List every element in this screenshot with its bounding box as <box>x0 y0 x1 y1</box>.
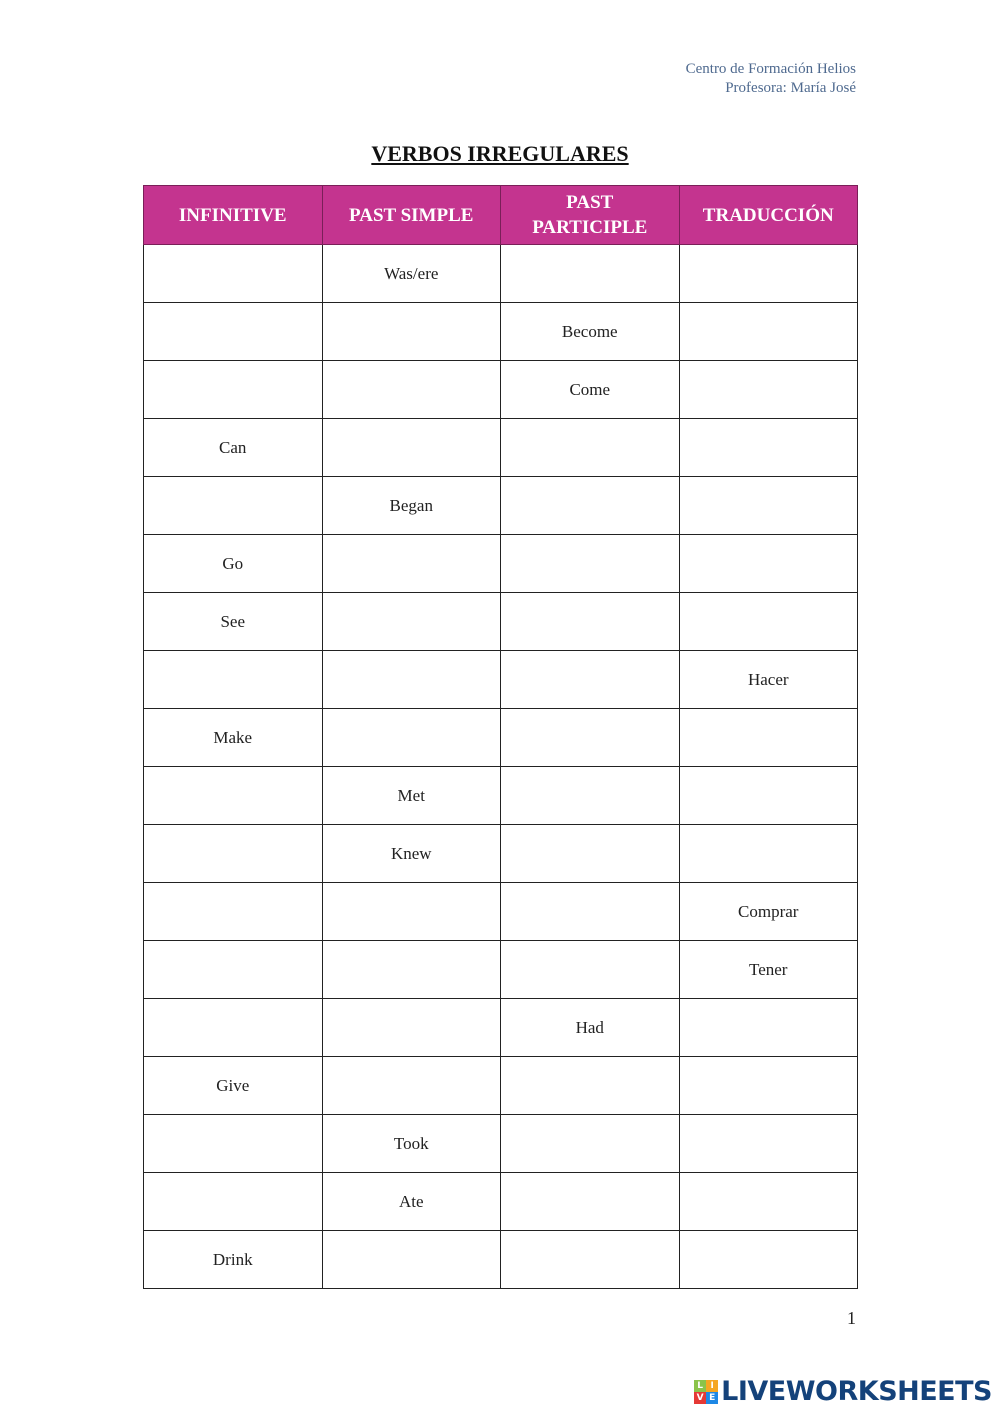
traduccion-cell: Tener <box>679 941 858 999</box>
infinitive-cell[interactable] <box>144 361 323 419</box>
table-row <box>144 1231 858 1289</box>
logo-square: E <box>706 1392 718 1404</box>
infinitive-cell[interactable] <box>144 767 323 825</box>
past-simple-cell: Met <box>322 767 501 825</box>
past-participle-cell: Had <box>501 999 680 1057</box>
past-simple-cell[interactable] <box>322 535 501 593</box>
past-participle-cell[interactable] <box>501 709 680 767</box>
traduccion-cell[interactable] <box>679 419 858 477</box>
traduccion-cell[interactable] <box>679 1173 858 1231</box>
past-simple-cell: Ate <box>322 1173 501 1231</box>
past-participle-cell[interactable] <box>501 1173 680 1231</box>
table-header-row <box>144 186 858 245</box>
table-row <box>144 999 858 1057</box>
past-participle-cell[interactable] <box>501 477 680 535</box>
table-row <box>144 477 858 535</box>
past-participle-cell[interactable] <box>501 535 680 593</box>
past-simple-cell[interactable] <box>322 651 501 709</box>
infinitive-cell[interactable] <box>144 883 323 941</box>
infinitive-cell: See <box>144 593 323 651</box>
traduccion-cell[interactable] <box>679 1057 858 1115</box>
past-simple-cell: Began <box>322 477 501 535</box>
past-simple-cell[interactable] <box>322 709 501 767</box>
infinitive-cell[interactable] <box>144 245 323 303</box>
past-participle-cell: Become <box>501 303 680 361</box>
traduccion-cell[interactable] <box>679 1115 858 1173</box>
column-header-traduccion: TRADUCCIÓN <box>679 186 858 245</box>
infinitive-cell[interactable] <box>144 1115 323 1173</box>
past-simple-cell[interactable] <box>322 883 501 941</box>
table-row <box>144 303 858 361</box>
traduccion-cell[interactable] <box>679 361 858 419</box>
table-row <box>144 709 858 767</box>
table-row <box>144 1173 858 1231</box>
traduccion-cell: Hacer <box>679 651 858 709</box>
infinitive-cell[interactable] <box>144 1173 323 1231</box>
traduccion-cell[interactable] <box>679 1231 858 1289</box>
past-participle-cell[interactable] <box>501 1115 680 1173</box>
table-row <box>144 767 858 825</box>
liveworksheets-watermark <box>694 1376 992 1407</box>
past-participle-cell[interactable] <box>501 1057 680 1115</box>
infinitive-cell[interactable] <box>144 825 323 883</box>
watermark-text: LIVEWORKSHEETS <box>721 1376 992 1407</box>
table-body <box>144 245 858 1289</box>
past-participle-cell[interactable] <box>501 1231 680 1289</box>
past-simple-cell: Was/ere <box>322 245 501 303</box>
table-row <box>144 593 858 651</box>
page-number: 1 <box>847 1308 856 1328</box>
table-row <box>144 245 858 303</box>
past-participle-cell[interactable] <box>501 825 680 883</box>
past-participle-cell: Come <box>501 361 680 419</box>
traduccion-cell[interactable] <box>679 245 858 303</box>
infinitive-cell: Drink <box>144 1231 323 1289</box>
logo-square: V <box>694 1392 706 1404</box>
traduccion-cell: Comprar <box>679 883 858 941</box>
infinitive-cell[interactable] <box>144 303 323 361</box>
past-simple-cell[interactable] <box>322 303 501 361</box>
past-simple-cell[interactable] <box>322 1057 501 1115</box>
past-simple-cell[interactable] <box>322 419 501 477</box>
infinitive-cell[interactable] <box>144 477 323 535</box>
infinitive-cell: Can <box>144 419 323 477</box>
table-row <box>144 1115 858 1173</box>
infinitive-cell[interactable] <box>144 941 323 999</box>
table-row <box>144 883 858 941</box>
past-simple-cell[interactable] <box>322 361 501 419</box>
column-header-past-simple: PAST SIMPLE <box>322 186 501 245</box>
past-participle-cell[interactable] <box>501 767 680 825</box>
past-participle-cell[interactable] <box>501 651 680 709</box>
past-simple-cell[interactable] <box>322 941 501 999</box>
past-simple-cell[interactable] <box>322 593 501 651</box>
column-header-past-participle: PAST PARTICIPLE <box>501 186 680 245</box>
past-participle-cell[interactable] <box>501 593 680 651</box>
verbs-table <box>143 185 858 1289</box>
traduccion-cell[interactable] <box>679 999 858 1057</box>
traduccion-cell[interactable] <box>679 767 858 825</box>
past-participle-cell[interactable] <box>501 941 680 999</box>
logo-square: I <box>706 1380 718 1392</box>
traduccion-cell[interactable] <box>679 303 858 361</box>
table-row <box>144 419 858 477</box>
past-simple-cell: Took <box>322 1115 501 1173</box>
table-row <box>144 535 858 593</box>
school-name: Centro de Formación Helios <box>685 61 856 77</box>
table-row <box>144 651 858 709</box>
infinitive-cell[interactable] <box>144 651 323 709</box>
past-participle-cell[interactable] <box>501 883 680 941</box>
past-simple-cell: Knew <box>322 825 501 883</box>
past-participle-cell[interactable] <box>501 245 680 303</box>
traduccion-cell[interactable] <box>679 477 858 535</box>
table-row <box>144 1057 858 1115</box>
traduccion-cell[interactable] <box>679 535 858 593</box>
past-participle-cell[interactable] <box>501 419 680 477</box>
infinitive-cell[interactable] <box>144 999 323 1057</box>
traduccion-cell[interactable] <box>679 825 858 883</box>
table-row <box>144 825 858 883</box>
past-simple-cell[interactable] <box>322 1231 501 1289</box>
table-row <box>144 361 858 419</box>
logo-square: L <box>694 1380 706 1392</box>
header-info <box>686 60 856 98</box>
infinitive-cell: Give <box>144 1057 323 1115</box>
past-simple-cell[interactable] <box>322 999 501 1057</box>
table-row <box>144 941 858 999</box>
traduccion-cell[interactable] <box>679 709 858 767</box>
liveworksheets-logo-icon <box>694 1380 718 1404</box>
column-header-infinitive: INFINITIVE <box>144 186 323 245</box>
teacher-name: Profesora: María José <box>725 80 856 96</box>
page-title: VERBOS IRREGULARES <box>371 141 629 166</box>
infinitive-cell: Go <box>144 535 323 593</box>
traduccion-cell[interactable] <box>679 593 858 651</box>
infinitive-cell: Make <box>144 709 323 767</box>
